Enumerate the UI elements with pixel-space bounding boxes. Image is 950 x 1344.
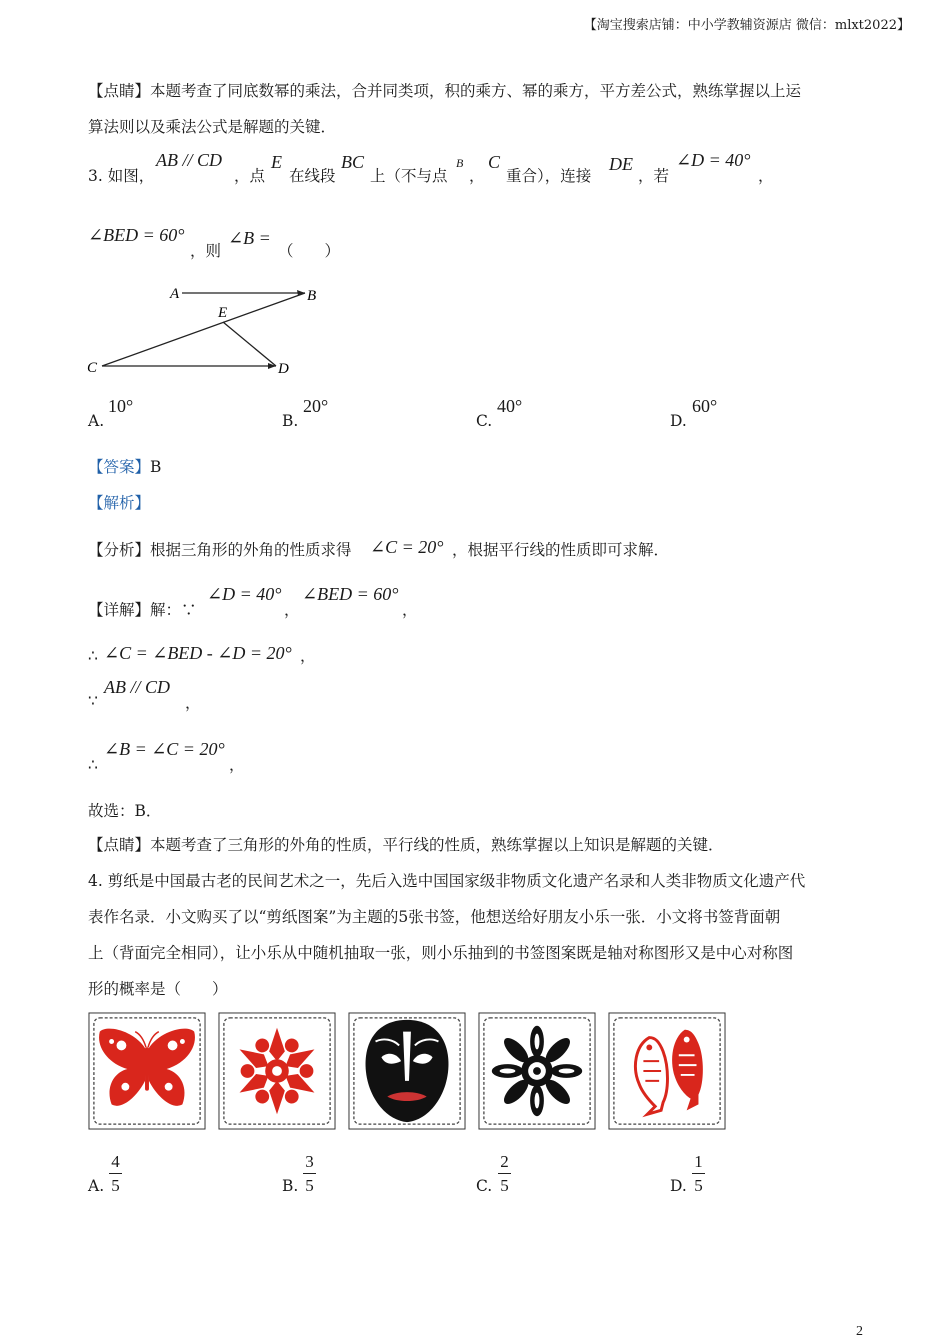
comment-tag: 【点睛】 bbox=[88, 82, 151, 100]
q3-step2-because: ∵ bbox=[88, 692, 98, 710]
q3-step3-end: ， bbox=[229, 756, 245, 774]
q4-line3: 上（背面完全相同），让小乐从中随机抽取一张，则小乐抽到的书签图案既是轴对称图形又是中心对称图 bbox=[88, 944, 794, 962]
q3-math-e: E bbox=[271, 152, 282, 172]
q3-math-bc: BC bbox=[341, 152, 365, 172]
point-label-b: B bbox=[307, 288, 317, 304]
q3-math-ab-parallel-cd: AB // CD bbox=[156, 150, 222, 170]
q3-text-comma: ， bbox=[469, 167, 485, 185]
q3-text-dian: ，点 bbox=[234, 167, 266, 185]
q4-option-b-letter: B. bbox=[282, 1177, 299, 1195]
point-label-c: C bbox=[87, 360, 98, 376]
q4-line1: 4. 剪纸是中国最古老的民间艺术之一，先后入选中国国家级非物质文化遗产名录和人类非物质文化遗产代 bbox=[88, 872, 806, 890]
q3-option-d-letter: D. bbox=[670, 412, 687, 430]
q3-math-angle-bed: ∠BED = 60° bbox=[88, 225, 185, 245]
q3-step2-end: ， bbox=[185, 694, 201, 712]
q4-option-c-fraction: 2 5 bbox=[498, 1152, 511, 1195]
q4-option-a-fraction: 4 5 bbox=[109, 1152, 122, 1195]
mandala-icon bbox=[492, 1026, 582, 1116]
q3-step2-math: AB // CD bbox=[104, 677, 170, 697]
q3-answer: 【答案】B bbox=[88, 458, 162, 476]
prev-comment-line1: 【点睛】本题考查了同底数幂的乘法，合并同类项，积的乘方、幂的乘方，平方差公式，熟练掌握以上运 bbox=[88, 82, 802, 100]
q4-line4: 形的概率是（ ） bbox=[88, 980, 228, 998]
q3-step3-math: ∠B = ∠C = 20° bbox=[104, 739, 225, 759]
q3-text-not-coincide: 上（不与点 bbox=[370, 167, 448, 185]
prev-comment-line2: 算法则以及乘法公式是解题的关键． bbox=[88, 118, 337, 136]
q4-option-a-letter: A. bbox=[88, 1177, 105, 1195]
page-number: 2 bbox=[856, 1324, 863, 1339]
q3-option-c-value: 40° bbox=[497, 396, 523, 416]
q3-choice: 故选：B． bbox=[88, 802, 162, 820]
q3-option-b-value: 20° bbox=[303, 396, 329, 416]
card-fish bbox=[608, 1012, 726, 1130]
segment-bc bbox=[102, 293, 305, 366]
q3-comment: 【点睛】本题考查了三角形的外角的性质，平行线的性质，熟练掌握以上知识是解题的关键． bbox=[88, 836, 724, 854]
q3-geometry-figure bbox=[80, 280, 340, 380]
q3-detail-comma1: ， bbox=[284, 601, 300, 619]
answer-tag: 【答案】 bbox=[88, 458, 151, 476]
q3-analysis-math: ∠C = 20° bbox=[370, 537, 444, 557]
point-label-e: E bbox=[218, 305, 228, 321]
q3-number-text: 3. 如图， bbox=[88, 167, 155, 185]
q3-option-d-value: 60° bbox=[692, 396, 718, 416]
card-opera-mask bbox=[348, 1012, 466, 1130]
q4-option-b-fraction: 3 5 bbox=[303, 1152, 316, 1195]
q3-analysis-tag: 【解析】 bbox=[88, 494, 151, 512]
q4-option-d-letter: D. bbox=[670, 1177, 687, 1195]
q3-math-angle-b: ∠B = bbox=[228, 228, 271, 248]
q3-step3-therefore: ∴ bbox=[88, 756, 98, 774]
q3-analysis-text2: ，根据平行线的性质即可求解． bbox=[452, 541, 670, 559]
point-label-d: D bbox=[278, 361, 289, 377]
q3-option-a-letter: A. bbox=[88, 412, 105, 430]
q3-math-de: DE bbox=[609, 154, 633, 174]
q3-analysis-text1: 【分析】根据三角形的外角的性质求得 bbox=[88, 541, 352, 559]
q3-step1-end: ， bbox=[300, 647, 316, 665]
q3-text-then: ，则 bbox=[190, 242, 222, 260]
q3-math-angle-d: ∠D = 40° bbox=[676, 150, 751, 170]
q4-option-d-fraction: 1 5 bbox=[692, 1152, 705, 1195]
q3-text-comma2: ， bbox=[758, 167, 774, 185]
q3-option-b-letter: B. bbox=[282, 412, 299, 430]
q3-math-c: C bbox=[488, 152, 501, 172]
q4-line2: 表作名录．小文购买了以“剪纸图案”为主题的5张书签，他想送给好朋友小乐一张．小文将书签背面朝 bbox=[88, 908, 781, 926]
q3-text-segment: 在线段 bbox=[289, 167, 336, 185]
arrowhead-d bbox=[268, 363, 276, 369]
card-butterfly bbox=[88, 1012, 206, 1130]
q3-step1-therefore: ∴ bbox=[88, 647, 98, 665]
q3-option-a-value: 10° bbox=[108, 396, 134, 416]
card-mandala bbox=[478, 1012, 596, 1130]
q3-step1-math: ∠C = ∠BED - ∠D = 20° bbox=[104, 643, 292, 663]
q3-text-connect: 重合），连接 bbox=[506, 167, 592, 185]
q3-detail-math-angle-bed: ∠BED = 60° bbox=[302, 584, 399, 604]
q4-option-c-letter: C. bbox=[476, 1177, 493, 1195]
q3-text-if: ，若 bbox=[638, 167, 670, 185]
page-header: 【淘宝搜索店铺：中小学教辅资源店 微信：mlxt2022】 bbox=[583, 18, 910, 33]
point-label-a: A bbox=[170, 286, 180, 302]
q3-math-b-small: B bbox=[456, 156, 464, 170]
q3-detail-comma2: ， bbox=[402, 601, 418, 619]
segment-ed bbox=[223, 322, 276, 366]
q3-text-paren: （ ） bbox=[278, 242, 341, 260]
card-snowflake bbox=[218, 1012, 336, 1130]
q3-detail-text1: 【详解】解：∵ bbox=[88, 601, 197, 619]
q3-option-c-letter: C. bbox=[476, 412, 493, 430]
q3-detail-math-angle-d: ∠D = 40° bbox=[207, 584, 282, 604]
